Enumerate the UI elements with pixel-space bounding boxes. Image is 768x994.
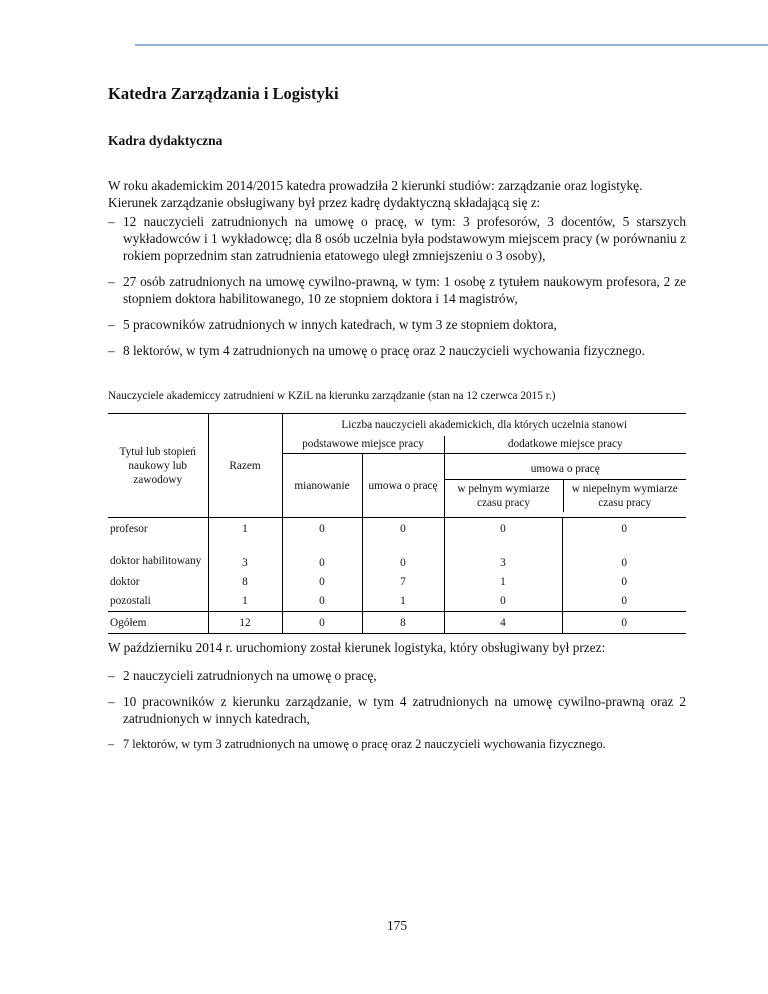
cell-value: 12: [208, 612, 282, 634]
intro-paragraph: W roku akademickim 2014/2015 katedra prowadziła 2 kierunki studiów: zarządzanie oraz logistykę. Kierunek zarządzanie obsługiwany był przez kadrę dydaktyczną składającą się z:: [108, 178, 643, 210]
cell-value: 0: [444, 592, 562, 612]
list-item-text: 5 pracowników zatrudnionych w innych katedrach, w tym 3 ze stopniem doktora,: [123, 317, 557, 332]
cell-value: 0: [621, 556, 628, 569]
cell-value: 0: [444, 518, 562, 540]
row-label: doktor habilitowany: [108, 540, 208, 572]
row-label: profesor: [108, 518, 208, 540]
header-main: Liczba nauczycieli akademickich, dla których uczelnia stanowi: [282, 414, 686, 436]
cell-value: 4: [444, 612, 562, 634]
list-item: [108, 213, 686, 264]
list-item: [108, 736, 686, 753]
cell-value: 0: [282, 572, 362, 592]
cell-value: 0: [282, 518, 362, 540]
list-dash: –: [108, 274, 115, 289]
list-item: [108, 342, 686, 359]
row-label: doktor: [108, 572, 208, 592]
cell-value: 0: [621, 522, 628, 535]
table-caption: Nauczyciele akademiccy zatrudnieni w KZiL na kierunku zarządzanie (stan na 12 czerwca 2015 r.): [108, 390, 556, 402]
cell-value: 8: [208, 572, 282, 592]
header-fulltime: w pełnym wymiarze czasu pracy: [445, 480, 564, 512]
header-primary: podstawowe miejsce pracy: [282, 436, 444, 454]
list-item: [108, 693, 686, 727]
cell-value: 1: [444, 572, 562, 592]
cell-value: 0: [362, 540, 444, 572]
list-item-text: 27 osób zatrudnionych na umowę cywilno-prawną, w tym: 1 osobę z tytułem naukowym profesora, 2 ze stopniem doktora habilitowanego, 10 ze stopniem doktora i 14 magistrów,: [123, 274, 686, 306]
header-appointment: mianowanie: [282, 454, 362, 518]
table-row: [108, 518, 686, 540]
table-row: [108, 572, 686, 592]
header-parttime: w niepełnym wymiarze czasu pracy: [571, 482, 678, 509]
cell-value: 3: [444, 540, 562, 572]
staff-table: [108, 413, 686, 634]
table-total-row: [108, 612, 686, 634]
list-dash: –: [108, 317, 115, 332]
total-label: Ogółem: [108, 612, 208, 634]
cell-value: 0: [621, 575, 628, 588]
cell-value: 3: [208, 540, 282, 572]
header-contract: umowa o pracę: [445, 460, 687, 480]
header-rule: [135, 44, 768, 46]
cell-value: 8: [362, 612, 444, 634]
list-dash: –: [108, 214, 115, 229]
header-contract-sub: [445, 480, 687, 512]
header-secondary: dodatkowe miejsce pracy: [444, 436, 686, 454]
list-item: [108, 667, 686, 684]
row-label: pozostali: [108, 592, 208, 612]
cell-value: 7: [362, 572, 444, 592]
header-total: Razem: [208, 414, 282, 518]
header-employment: umowa o pracę: [362, 454, 444, 518]
list-dash: –: [108, 668, 115, 683]
section-title: Kadra dydaktyczna: [108, 133, 223, 148]
cell-value: 0: [282, 612, 362, 634]
list-item: [108, 273, 686, 307]
list-item-text: 10 pracowników z kierunku zarządzanie, w tym 4 zatrudnionych na umowę cywilno-prawną oraz 2 zatrudnionych w innych katedrach,: [123, 694, 686, 726]
list-item: [108, 316, 686, 333]
cell-value: 1: [208, 518, 282, 540]
list-item-text: 2 nauczycieli zatrudnionych na umowę o pracę,: [123, 668, 377, 683]
cell-value: 0: [562, 592, 686, 612]
list-item-text: 12 nauczycieli zatrudnionych na umowę o pracę, w tym: 3 profesorów, 3 docentów, 5 starszych wykładowców i 1 wykładowcę; dla 8 osób uczelnia była podstawowym miejscem pracy (w porównaniu z rokiem poprzednim stan zatrudnienia etatowego uległ zmniejszeniu o 3 osoby),: [123, 214, 686, 263]
staff-list-logistics: [108, 667, 686, 762]
list-item-text: 8 lektorów, w tym 4 zatrudnionych na umowę o pracę oraz 2 nauczycieli wychowania fizycznego.: [123, 343, 645, 358]
cell-value: 1: [208, 592, 282, 612]
table-row: [108, 540, 686, 572]
list-item-text: 7 lektorów, w tym 3 zatrudnionych na umowę o pracę oraz 2 nauczycieli wychowania fizycznego.: [123, 737, 606, 751]
cell-value: 0: [562, 612, 686, 634]
page-number: 175: [387, 918, 407, 933]
staff-list-management: [108, 213, 686, 368]
list-dash: –: [108, 694, 115, 709]
cell-value: 0: [282, 592, 362, 612]
list-dash: –: [108, 737, 115, 751]
cell-value: 0: [282, 540, 362, 572]
page-title: Katedra Zarządzania i Logistyki: [108, 84, 339, 103]
list-dash: –: [108, 343, 115, 358]
cell-value: 0: [362, 518, 444, 540]
header-contract-group: [444, 454, 686, 518]
cell-value: 1: [362, 592, 444, 612]
table-row: [108, 592, 686, 612]
logistics-paragraph: W październiku 2014 r. uruchomiony został kierunek logistyka, który obsługiwany był przez:: [108, 640, 606, 655]
header-title: Tytuł lub stopień naukowy lub zawodowy: [108, 414, 208, 518]
